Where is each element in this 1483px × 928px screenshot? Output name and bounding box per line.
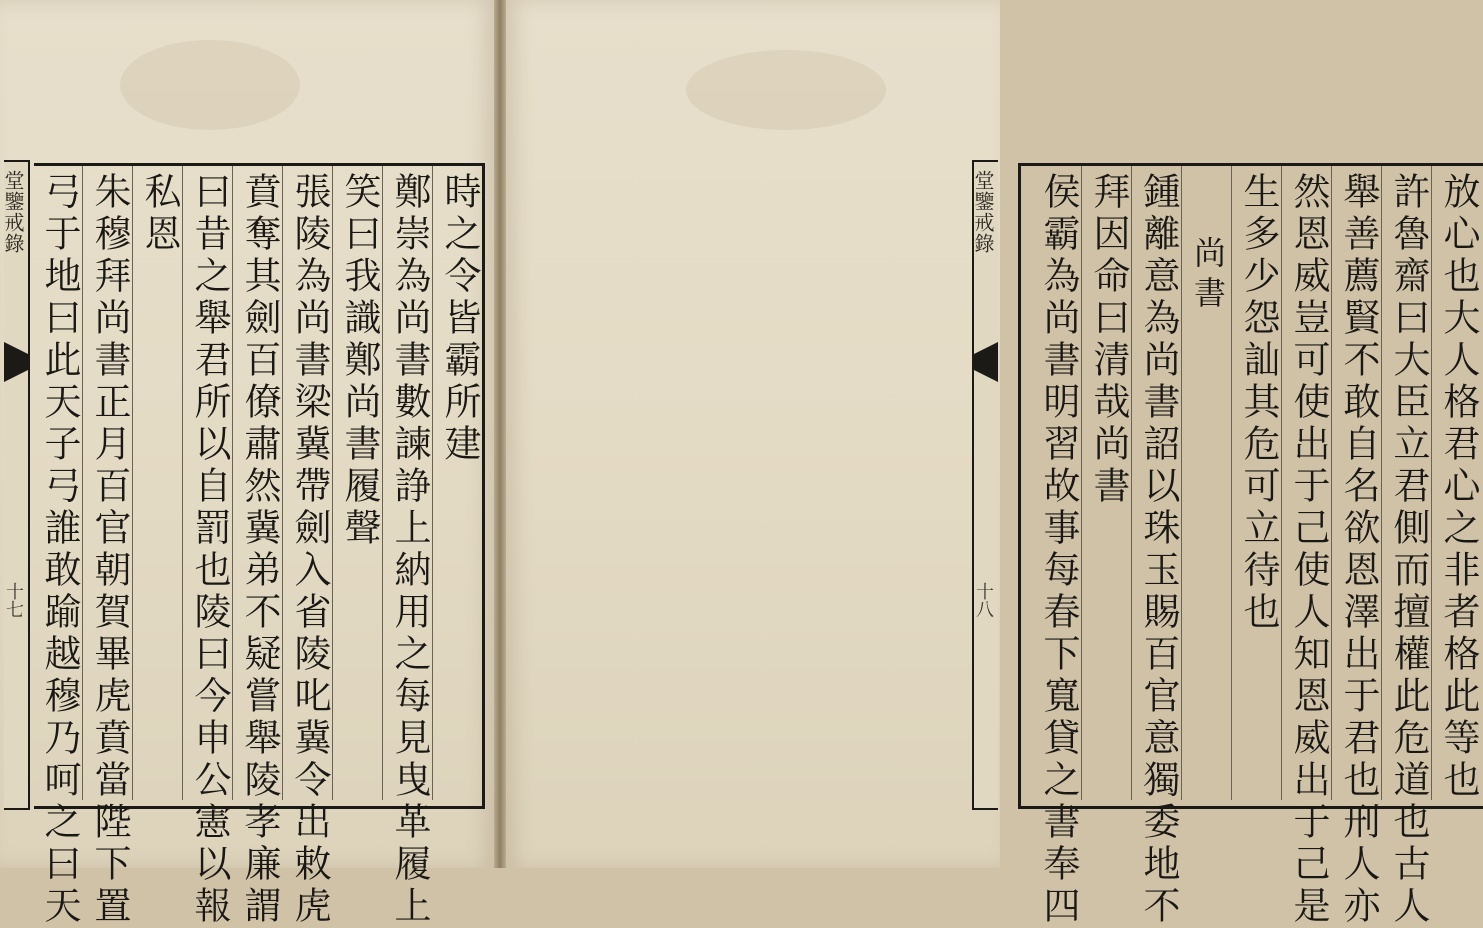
section-heading: 尚書: [1189, 236, 1227, 316]
fold-title: 堂鑒戒錄: [971, 170, 995, 254]
column-rule: [1431, 166, 1432, 800]
fishtail-mark-icon: [974, 342, 998, 382]
column-rule: [232, 166, 233, 800]
column-rule: [1331, 166, 1332, 800]
text-column: 拜因命曰清哉尚書: [1087, 172, 1130, 508]
column-rule: [1081, 166, 1082, 800]
text-column: 時之令皆霸所建: [438, 172, 481, 466]
column-rule: [282, 166, 283, 800]
right-fold-column: [972, 160, 998, 810]
fishtail-mark-icon: [4, 342, 28, 382]
paper-stain: [686, 50, 886, 130]
text-column: 然恩威豈可使出于己使人知恩威出于己是: [1287, 172, 1330, 928]
paper-stain: [120, 40, 300, 130]
column-rule: [1181, 166, 1182, 800]
column-rule: [332, 166, 333, 800]
fold-title: 堂鑒戒錄: [1, 170, 25, 254]
text-column: 鄭崇為尚書數諫諍上納用之每見曳革履上: [388, 172, 431, 928]
left-page: [0, 0, 494, 928]
text-column: 張陵為尚書梁冀帶劍入省陵叱冀令出敕虎: [288, 172, 331, 928]
column-rule: [132, 166, 133, 800]
text-column: 笑曰我識鄭尚書履聲: [338, 172, 381, 550]
column-rule: [1131, 166, 1132, 800]
column-rule: [82, 166, 83, 800]
text-column: 私恩: [138, 172, 181, 256]
left-fold-column: [1, 160, 30, 810]
column-rule: [1281, 166, 1282, 800]
book-gutter: [494, 0, 506, 868]
text-column: 侯霸為尚書明習故事每春下寬貸之書奉四: [1037, 172, 1080, 928]
text-column: 朱穆拜尚書正月百官朝賀畢虎賁當陛下置: [88, 172, 131, 928]
fold-page-number: 十七: [3, 582, 24, 618]
text-column: 賁奪其劍百僚肅然冀弟不疑嘗舉陵孝廉謂: [238, 172, 281, 928]
text-column: 放心也大人格君心之非者格此等也: [1437, 172, 1480, 802]
text-column: 許魯齋曰大臣立君側而擅權此危道也古人: [1387, 172, 1430, 928]
right-text-frame: [1018, 163, 1483, 928]
column-rule: [1231, 166, 1232, 800]
text-column: 生多少怨訕其危可立待也: [1237, 172, 1280, 634]
text-column: 舉善薦賢不敢自名欲恩澤出于君也刑人亦: [1337, 172, 1380, 928]
right-page: [506, 0, 1480, 928]
text-column: 鍾離意為尚書詔以珠玉賜百官意獨委地不: [1137, 172, 1180, 928]
fold-page-number: 十八: [973, 582, 994, 618]
left-text-frame: [34, 163, 485, 928]
column-rule: [432, 166, 433, 800]
column-rule: [382, 166, 383, 800]
column-rule: [182, 166, 183, 800]
text-column: 曰昔之舉君所以自罰也陵曰今申公憲以報: [188, 172, 231, 928]
text-column: 弓于地曰此天子弓誰敢踰越穆乃呵之曰天: [38, 172, 81, 928]
column-rule: [1381, 166, 1382, 800]
